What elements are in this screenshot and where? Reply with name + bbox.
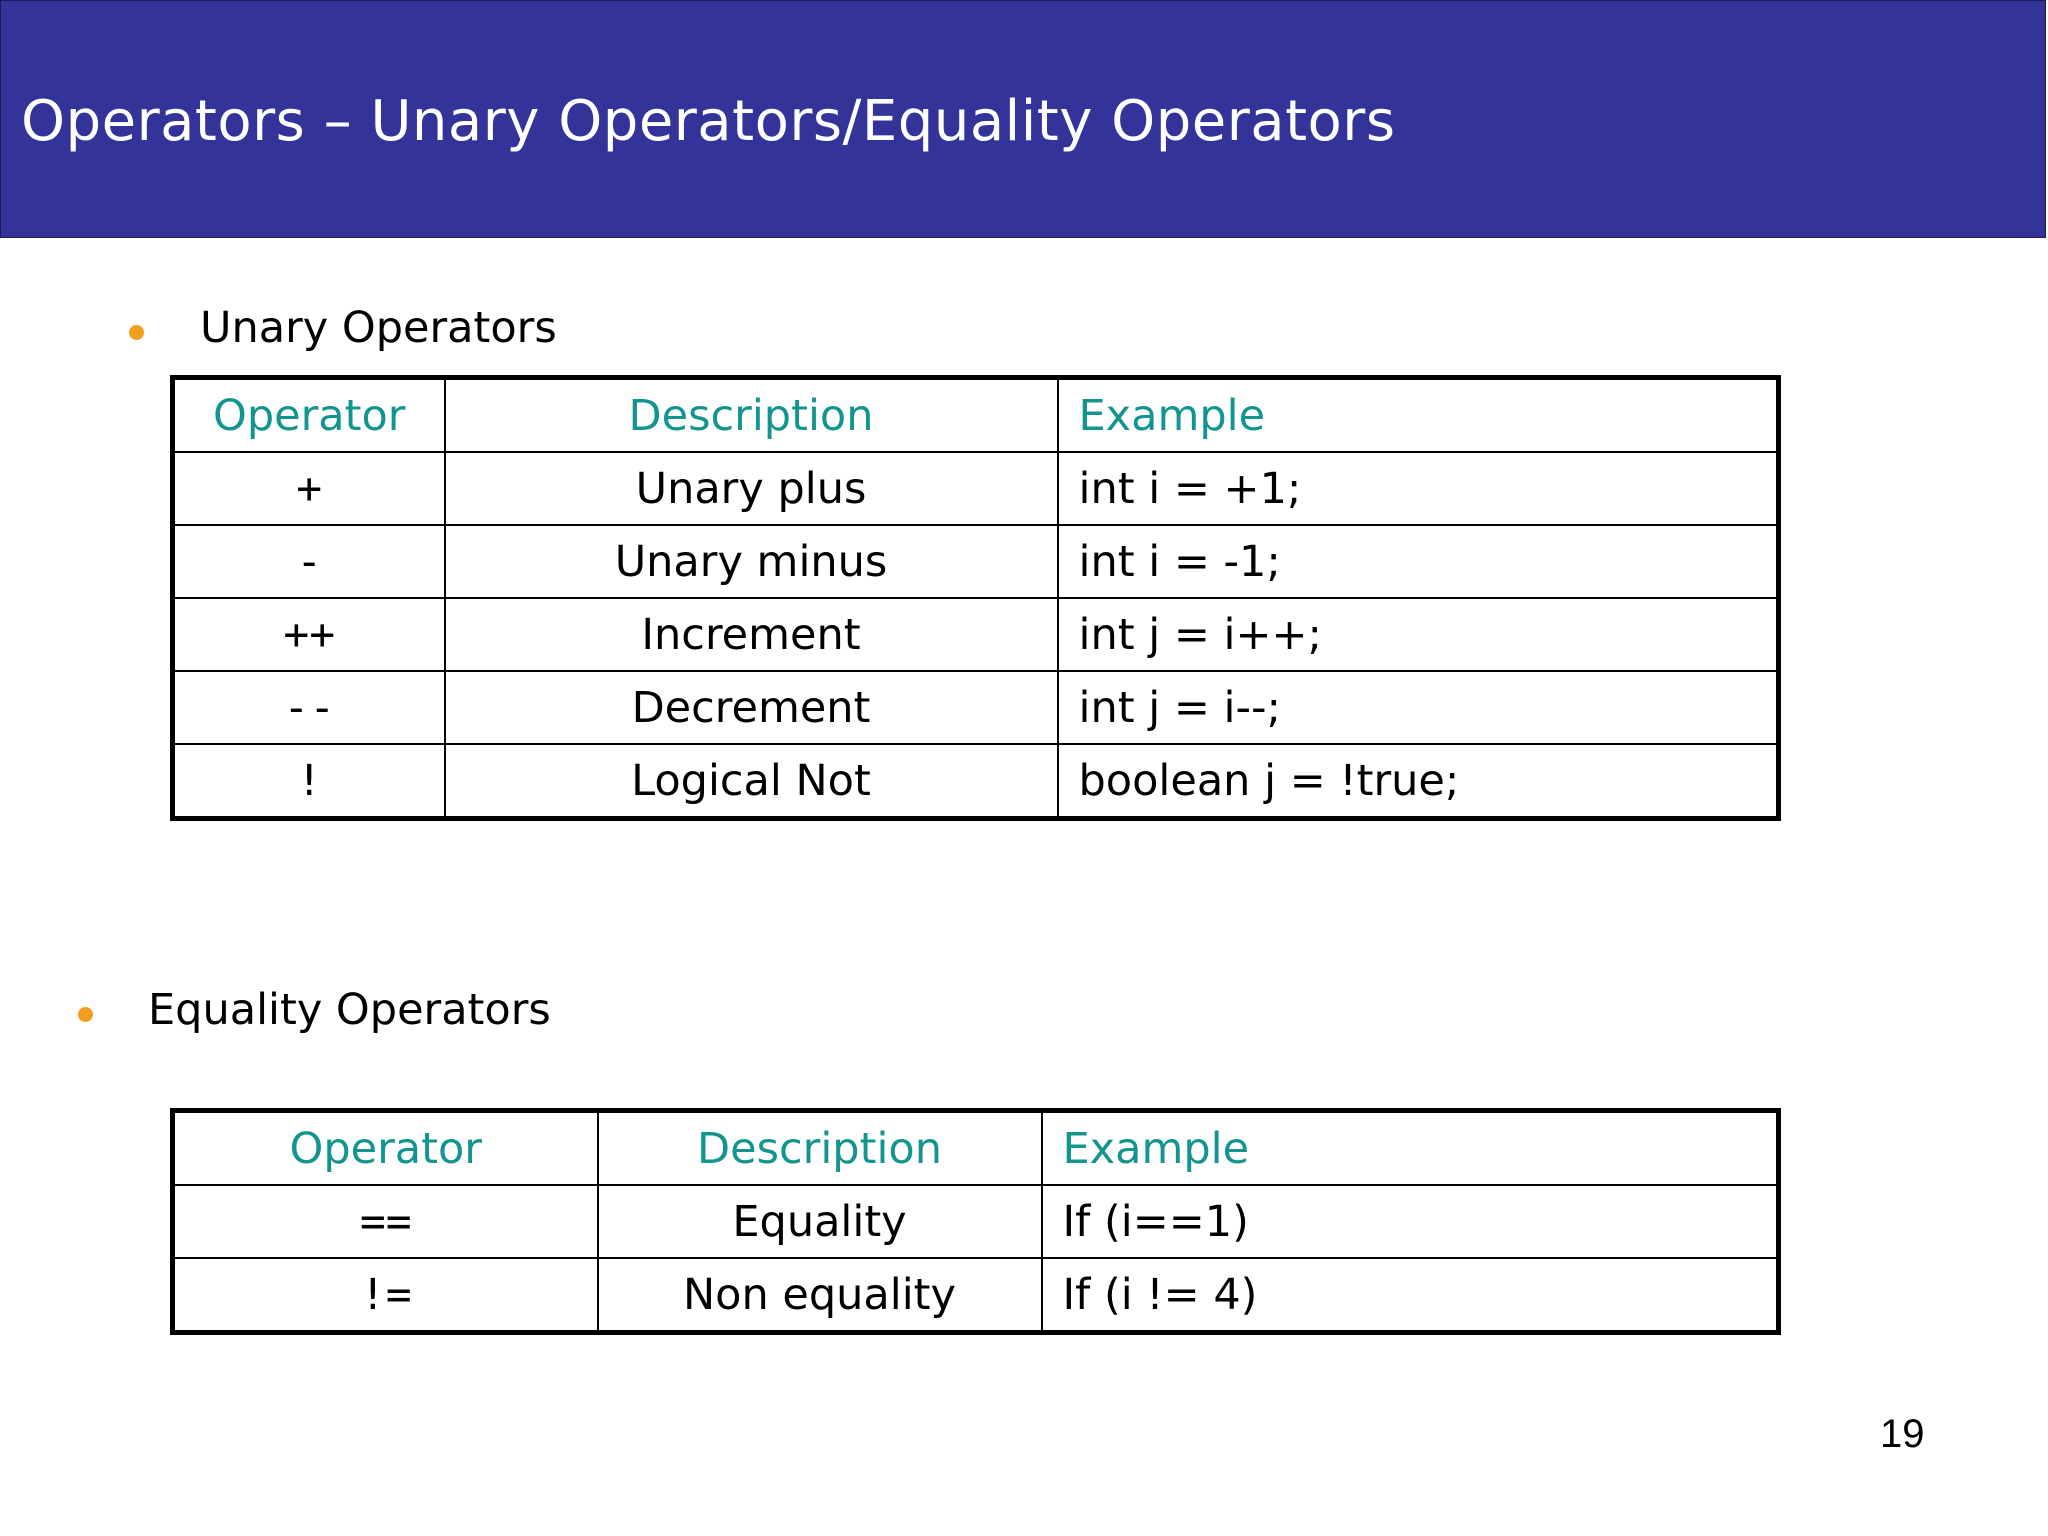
column-header-description: Description bbox=[598, 1111, 1042, 1186]
slide-title: Operators – Unary Operators/Equality Operators bbox=[21, 89, 1396, 154]
example-cell: If (i==1) bbox=[1042, 1185, 1779, 1258]
table-row bbox=[173, 1258, 1779, 1333]
example-cell: int j = i++; bbox=[1058, 598, 1779, 671]
table-row bbox=[173, 452, 1779, 525]
description-cell: Unary minus bbox=[445, 525, 1058, 598]
bullet-dot-unary bbox=[129, 325, 144, 340]
column-header-description: Description bbox=[445, 378, 1058, 453]
table-row bbox=[173, 671, 1779, 744]
table-row bbox=[173, 744, 1779, 819]
operator-cell: == bbox=[173, 1185, 598, 1258]
example-cell: boolean j = !true; bbox=[1058, 744, 1779, 819]
unary-operators-table bbox=[170, 375, 1781, 821]
column-header-example: Example bbox=[1042, 1111, 1779, 1186]
section-heading-equality: Equality Operators bbox=[148, 985, 551, 1035]
operator-cell: + bbox=[173, 452, 445, 525]
example-cell: int i = +1; bbox=[1058, 452, 1779, 525]
operator-cell: ! bbox=[173, 744, 445, 819]
page-number: 19 bbox=[1880, 1412, 1925, 1456]
description-cell: Equality bbox=[598, 1185, 1042, 1258]
table-header-row bbox=[173, 378, 1779, 453]
operator-cell: -- bbox=[173, 671, 445, 744]
table-header-row bbox=[173, 1111, 1779, 1186]
bullet-dot-equality bbox=[78, 1007, 93, 1022]
equality-operators-table bbox=[170, 1108, 1781, 1335]
title-bar bbox=[0, 0, 2046, 238]
operator-cell: - bbox=[173, 525, 445, 598]
table-row bbox=[173, 1185, 1779, 1258]
column-header-operator: Operator bbox=[173, 378, 445, 453]
description-cell: Non equality bbox=[598, 1258, 1042, 1333]
column-header-example: Example bbox=[1058, 378, 1779, 453]
example-cell: int i = -1; bbox=[1058, 525, 1779, 598]
table-row bbox=[173, 598, 1779, 671]
column-header-operator: Operator bbox=[173, 1111, 598, 1186]
example-cell: int j = i--; bbox=[1058, 671, 1779, 744]
description-cell: Increment bbox=[445, 598, 1058, 671]
description-cell: Logical Not bbox=[445, 744, 1058, 819]
table-row bbox=[173, 525, 1779, 598]
example-cell: If (i != 4) bbox=[1042, 1258, 1779, 1333]
description-cell: Decrement bbox=[445, 671, 1058, 744]
operator-cell: != bbox=[173, 1258, 598, 1333]
description-cell: Unary plus bbox=[445, 452, 1058, 525]
operator-cell: ++ bbox=[173, 598, 445, 671]
section-heading-unary: Unary Operators bbox=[200, 303, 557, 353]
